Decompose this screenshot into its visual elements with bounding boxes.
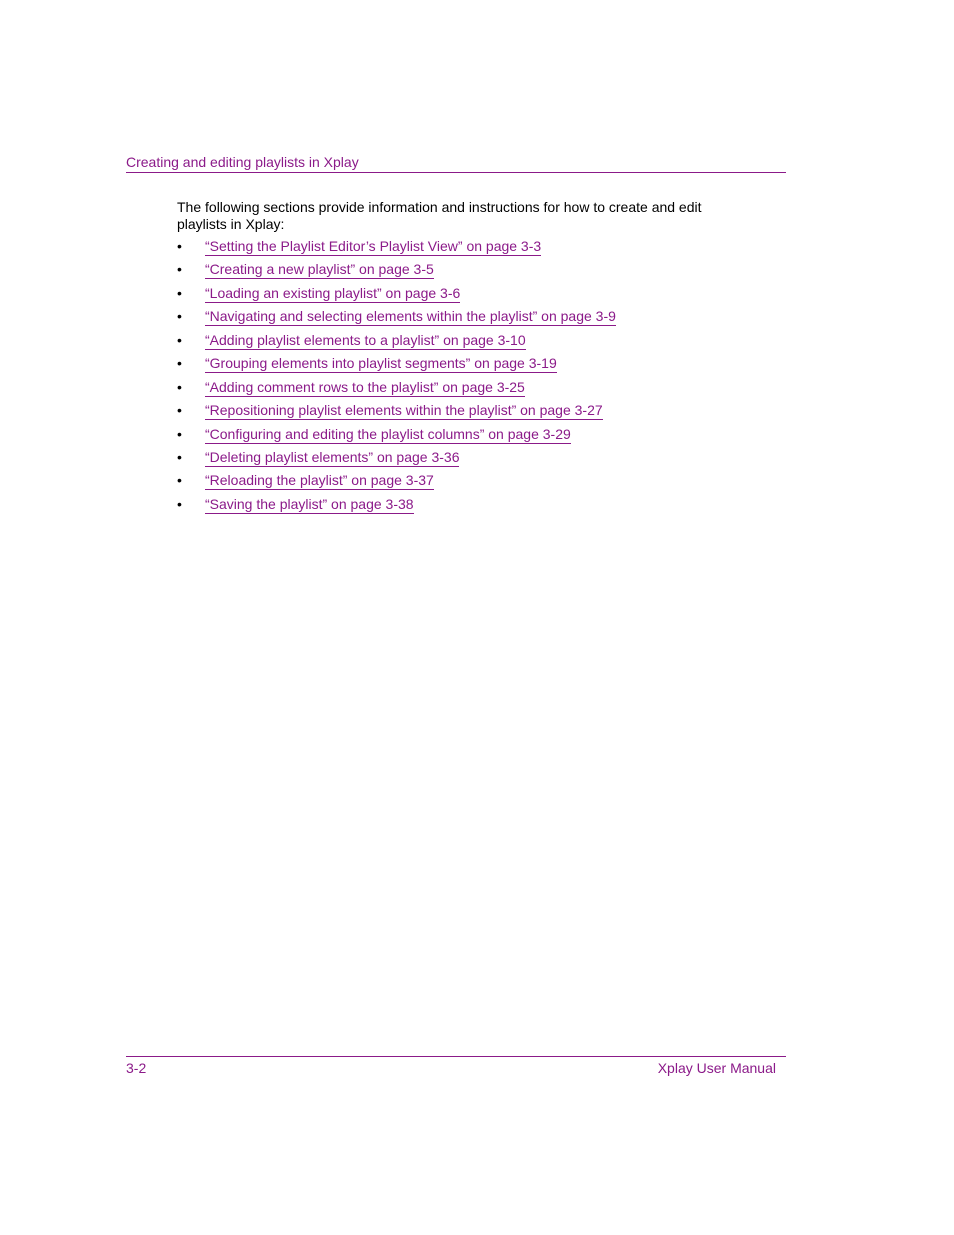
xref-link-navigating-elements[interactable]: “Navigating and selecting elements within the playlist” on page 3-9	[205, 308, 616, 325]
xref-link-comment-rows[interactable]: “Adding comment rows to the playlist” on page 3-25	[205, 378, 525, 395]
xref-link-grouping-segments[interactable]: “Grouping elements into playlist segments” on page 3-19	[205, 355, 557, 372]
xref-link-playlist-view[interactable]: “Setting the Playlist Editor’s Playlist View” on page 3-3	[205, 238, 542, 254]
page-number: 3-2	[126, 1060, 147, 1076]
xref-link-creating-playlist[interactable]: “Creating a new playlist” on page 3-5	[205, 261, 434, 278]
bullet: •	[177, 472, 182, 489]
xref-link-deleting-elements[interactable]: “Deleting playlist elements” on page 3-36	[205, 448, 460, 465]
bullet: •	[177, 331, 182, 348]
bullet: •	[177, 261, 182, 278]
manual-title: Xplay User Manual	[657, 1060, 776, 1076]
bullet: •	[177, 448, 182, 465]
xref-link-loading-playlist[interactable]: “Loading an existing playlist” on page 3-6	[205, 284, 461, 301]
xref-link-adding-elements[interactable]: “Adding playlist elements to a playlist” on page 3-10	[205, 331, 526, 348]
bullet: •	[177, 378, 182, 395]
bullet: •	[177, 425, 182, 442]
xref-link-repositioning-elements[interactable]: “Repositioning playlist elements within the playlist” on page 3-27	[205, 402, 603, 419]
bullet: •	[177, 284, 182, 301]
bullet: •	[177, 238, 182, 254]
bullet: •	[177, 495, 182, 512]
running-header	[126, 154, 786, 173]
xref-link-configuring-columns[interactable]: “Configuring and editing the playlist columns” on page 3-29	[205, 425, 571, 442]
xref-link-reloading-playlist[interactable]: “Reloading the playlist” on page 3-37	[205, 472, 434, 489]
bullet: •	[177, 355, 182, 372]
section-title: Creating and editing playlists in Xplay	[126, 154, 359, 170]
bullet: •	[177, 308, 182, 325]
running-footer	[126, 1056, 786, 1079]
xref-link-saving-playlist[interactable]: “Saving the playlist” on page 3-38	[205, 495, 414, 512]
intro-paragraph: The following sections provide information and instructions for how to create and edit playlists in Xplay:	[177, 199, 702, 232]
bullet: •	[177, 402, 182, 419]
